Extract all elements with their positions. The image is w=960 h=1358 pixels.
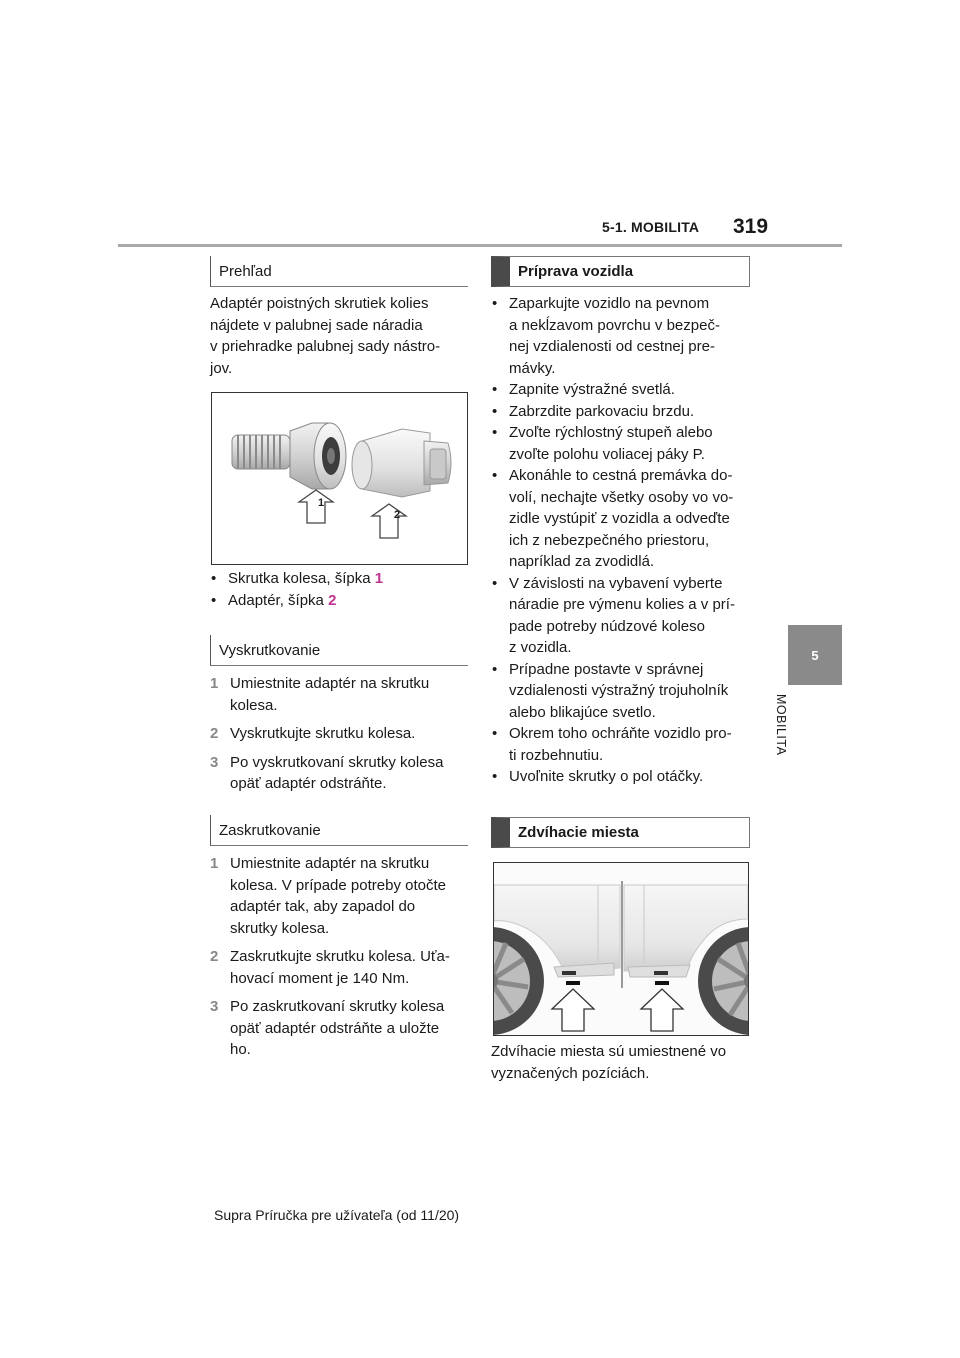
- bullet-line: • Zapnite výstražné svetlá.: [509, 381, 675, 398]
- step-line: adaptér tak, aby zapadol do: [230, 898, 416, 915]
- bullet-line: z vozidla.: [509, 639, 572, 656]
- overview-line: v priehradke palubnej sady nástro-: [210, 338, 441, 355]
- heading-screw: [210, 815, 468, 846]
- step-line: ho.: [230, 1041, 251, 1058]
- heading-vehicle-prep: [491, 256, 750, 287]
- step-number: 2: [210, 725, 219, 742]
- bullet-line: nej vzdialenosti od cestnej pre-: [509, 338, 715, 355]
- bullet-line: mávky.: [509, 359, 556, 377]
- bullet-line: ti rozbehnutiu.: [509, 746, 604, 764]
- prep-bullet: [491, 379, 735, 401]
- heading-jack-points-text: Zdvíhacie miesta: [518, 824, 639, 841]
- step-line: Zaskrutkujte skrutku kolesa. Uťa-: [230, 948, 450, 965]
- legend-text: Skrutka kolesa, šípka: [228, 570, 371, 587]
- header-rule: [118, 244, 842, 247]
- legend-number: 1: [374, 570, 384, 587]
- bullet-line: vzdialenosti výstražný trojuholník: [509, 682, 729, 699]
- step-item: [210, 673, 443, 716]
- screw-steps: [210, 853, 450, 1068]
- bullet-line: náradie pre výmenu kolies a v prí-: [509, 596, 735, 613]
- overview-line: Adaptér poistných skrutiek kolies: [210, 295, 429, 312]
- prep-bullets: [491, 293, 735, 788]
- step-number: 3: [210, 998, 219, 1015]
- step-line: kolesa.: [230, 696, 278, 714]
- overview-line: nájdete v palubnej sade náradia: [210, 316, 423, 334]
- chapter-tab[interactable]: [788, 625, 842, 685]
- heading-unscrew-text: Vyskrutkovanie: [219, 641, 321, 659]
- adapter-shape: [352, 429, 451, 497]
- wheel-bolt-shape: [232, 423, 346, 489]
- prep-bullet: [491, 401, 735, 423]
- step-line: skrutky kolesa.: [230, 919, 330, 937]
- step-number: 2: [210, 948, 219, 965]
- figure-label-2: 2: [394, 509, 401, 521]
- bullet-line: • Zaparkujte vozidlo na pevnom: [509, 295, 710, 312]
- step-number: 1: [210, 855, 219, 872]
- prep-bullet: [491, 723, 735, 766]
- heading-overview: [210, 256, 468, 287]
- step-line: Umiestnite adaptér na skrutku: [230, 675, 430, 692]
- step-line: hovací moment je 140 Nm.: [230, 969, 410, 987]
- step-line: Umiestnite adaptér na skrutku: [230, 855, 430, 872]
- legend-text: Adaptér, šípka: [228, 591, 324, 609]
- footer-text: Supra Príručka pre užívateľa (od 11/20): [214, 1207, 460, 1223]
- step-line: opäť adaptér odstráňte.: [230, 775, 387, 792]
- bullet-line: zidle vystúpiť z vozidla a odveďte: [509, 510, 730, 527]
- step-item: [210, 946, 450, 989]
- bullet-line: ich z nebezpečného priestoru,: [509, 531, 710, 549]
- step-line: kolesa. V prípade potreby otočte: [230, 876, 446, 894]
- prep-bullet: [491, 766, 735, 788]
- heading-jack-points: [491, 817, 750, 848]
- step-line: opäť adaptér odstráňte a uložte: [230, 1019, 440, 1037]
- bullet-line: • Okrem toho ochráňte vozidlo pro-: [509, 725, 732, 742]
- step-line: Po zaskrutkovaní skrutky kolesa: [230, 998, 445, 1015]
- jack-points-illustration: [494, 863, 748, 1035]
- bolt-adapter-illustration: [212, 393, 467, 564]
- overview-text: [210, 293, 440, 379]
- heading-overview-text: Prehľad: [219, 262, 272, 280]
- chapter-label: MOBILITA: [774, 694, 788, 756]
- heading-unscrew: [210, 635, 468, 666]
- bullet-line: a nekĺzavom povrchu v bezpeč-: [509, 316, 720, 334]
- bullet-line: napríklad za zvodidlá.: [509, 553, 655, 570]
- step-item: [210, 853, 450, 939]
- legend-item: [210, 568, 383, 590]
- bullet-line: • V závislosti na vybavení vyberte: [509, 574, 723, 592]
- bullet-line: • Akonáhle to cestná premávka do-: [509, 467, 733, 484]
- figure-legend: [210, 568, 383, 611]
- prep-bullet: [491, 573, 735, 659]
- bullet-line: • Uvoľnite skrutky o pol otáčky.: [509, 768, 704, 785]
- bullet-line: pade potreby núdzové koleso: [509, 617, 705, 635]
- step-number: 3: [210, 753, 219, 771]
- prep-bullet: [491, 422, 735, 465]
- bullet-line: volí, nechajte všetky osoby vo vo-: [509, 488, 734, 506]
- figure-label-1: 1: [318, 497, 325, 509]
- caption-line: vyznačených pozíciách.: [491, 1064, 650, 1082]
- bullet-line: • Prípadne postavte v správnej: [509, 660, 704, 678]
- unscrew-steps: [210, 673, 443, 802]
- jack-marker-2: [655, 981, 669, 985]
- arrow-1: [299, 490, 333, 523]
- arrow-2: [372, 504, 406, 538]
- legend-item: [210, 590, 383, 612]
- step-line: Vyskrutkujte skrutku kolesa.: [230, 725, 416, 742]
- page-number: 319: [733, 215, 769, 238]
- bullet-line: • Zvoľte rýchlostný stupeň alebo: [509, 424, 713, 441]
- bullet-line: zvoľte polohu voliacej páky P.: [509, 445, 705, 463]
- overview-line: jov.: [210, 359, 233, 377]
- jack-points-figure: [493, 862, 749, 1036]
- jack-marker-1: [566, 981, 580, 985]
- section-title: 5-1. MOBILITA: [602, 219, 700, 235]
- step-line: Po vyskrutkovaní skrutky kolesa: [230, 753, 444, 771]
- prep-bullet: [491, 293, 735, 379]
- bullet-line: • Zabrzdite parkovaciu brzdu.: [509, 402, 695, 420]
- heading-vehicle-prep-text: Príprava vozidla: [518, 263, 634, 280]
- prep-bullet: [491, 465, 735, 573]
- prep-bullet: [491, 659, 735, 724]
- bolt-adapter-figure: [211, 392, 468, 565]
- step-item: [210, 752, 443, 795]
- jack-caption: [491, 1041, 726, 1084]
- chapter-side-label: [774, 694, 814, 774]
- step-item: [210, 723, 443, 745]
- step-number: 1: [210, 675, 219, 692]
- caption-line: Zdvíhacie miesta sú umiestnené vo: [491, 1043, 727, 1060]
- step-item: [210, 996, 450, 1061]
- heading-screw-text: Zaskrutkovanie: [219, 821, 321, 839]
- legend-number: 2: [328, 591, 337, 609]
- bullet-line: alebo blikajúce svetlo.: [509, 703, 656, 721]
- chapter-number: 5: [811, 647, 819, 663]
